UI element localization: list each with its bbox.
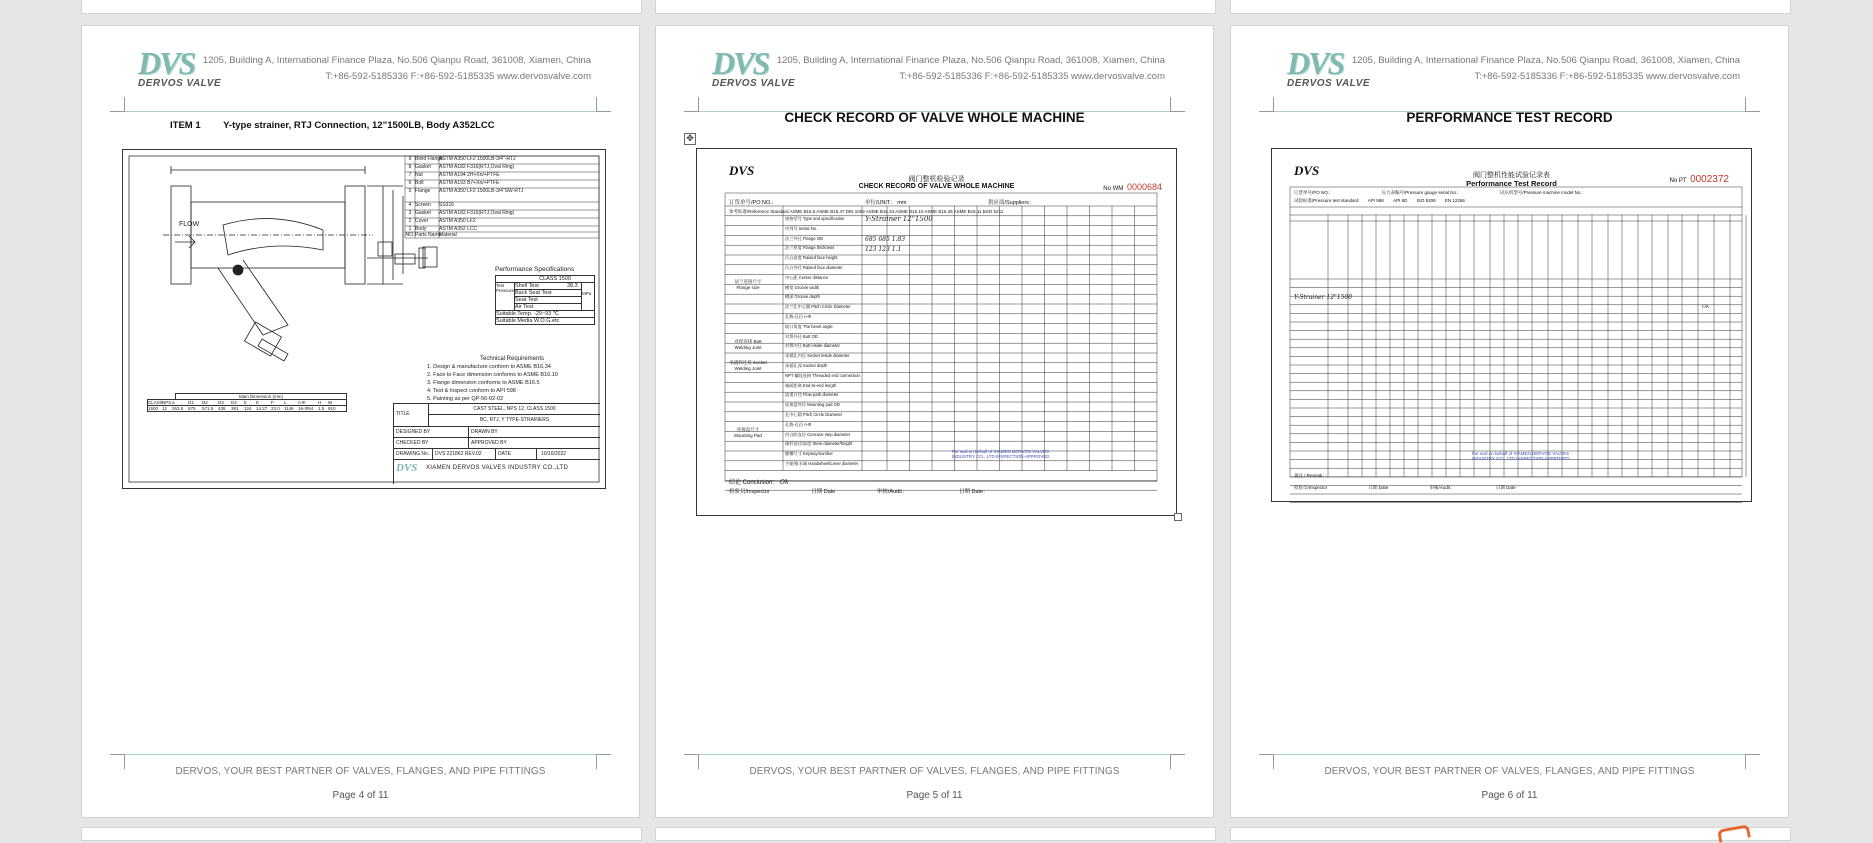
check-record-scan [696, 148, 1177, 516]
drawing-no-label: DRAWING No. [394, 449, 433, 459]
check-row: 凸台外径 Raised face diameter [785, 264, 843, 270]
company-address [777, 53, 1165, 85]
page-title: CHECK RECORD OF VALVE WHOLE MACHINE [784, 110, 1085, 125]
address-line: 1205, Building A, International Finance Plaza, No.506 Qianpu Road, 361008, Xiamen, China [1351, 55, 1740, 66]
parts-row: 5 Flange ASTM A350 LF2 1500LB-3/4"SW-RTJ [408, 188, 524, 194]
parts-header-row: NO.Parts NameMaterial [405, 232, 457, 238]
form-no-value: 0002372 [1690, 174, 1729, 185]
page-title: PERFORMANCE TEST RECORD [1406, 110, 1613, 125]
check-row-labels [785, 216, 885, 471]
drawing-no: DVS 221862 REV.02 [433, 449, 496, 459]
signature-line: 检验员/Inspector 日期 Date 审核/Audit： 日期 Date： [729, 489, 989, 495]
parts-row: 3 Gasket ASTM A182 F316(RTJ,Oval Ring) [408, 210, 515, 216]
parts-row: 2 Cover ASTM A350 LF2 [408, 218, 476, 224]
conclusion-line: 结论 Conclusion： Ok [729, 479, 789, 486]
company-address [203, 53, 591, 85]
page-number: Page 6 of 11 [1481, 790, 1538, 801]
check-row: 孔数-孔径 n-Φ [785, 421, 812, 427]
previous-page-bottom-3 [1230, 0, 1791, 14]
parts-row: 9 Blind FlangeASTM A350 LF2 1500LB-3/4"-RTJ [408, 156, 516, 162]
check-row: 规格型号 Type and specification [785, 216, 845, 221]
check-row: 凹台阶直径 Concave step diameter [785, 431, 851, 437]
title-block [393, 403, 600, 484]
contact-line: T:+86-592-5185336 F:+86-592-5185335 www.dervosvalve.com [1474, 71, 1740, 82]
dimension-header-row: CLASS NPS a D1 D2 D3 D4 b E F L n-Φ H W [147, 399, 347, 406]
reference-standards: 参考标准/Reference Standard ASME B16.5 ASME B16.47 DIN 1092 ASME B16.34 ASME B16.10 ASME B16.25 ASME B16.11 BSO 5211 [729, 209, 1004, 214]
spec-title: Performance Specifications [495, 266, 575, 273]
check-row: 孔中心圆 Pitch Circle Diameter [785, 411, 843, 417]
item-heading [170, 120, 515, 131]
group-label: 对焊连接 Butt Welding Joint [734, 339, 762, 350]
tech-req-item: 4. Test & Inspect conform to API 598 [427, 388, 516, 394]
parts-row: 6 Bolt ASTM A193 B7+Xn/+PTFE [408, 180, 500, 186]
shell-test-label: Shell Test [515, 283, 539, 289]
handwritten-values: 123 123 1.1 [865, 246, 902, 253]
parts-list [405, 156, 599, 238]
test-pressure-label: Test Pressure [496, 283, 515, 310]
remark-label: 备注 / Remark： [1294, 473, 1328, 478]
scan-logo: DVS [1294, 163, 1320, 178]
logo-mark: DVS [712, 45, 769, 81]
suitable-media-value: W.O.G.etc [534, 318, 560, 324]
back-seat-test: Back Seat Test [515, 290, 581, 297]
performance-record-scan [1271, 148, 1752, 502]
title-line-2: BC, RTJ, Y TYPE-STRAINERS [479, 417, 550, 423]
check-row: 对焊内径 Butt inside diameter [785, 343, 840, 349]
form-en-title: CHECK RECORD OF VALVE WHOLE MACHINE [858, 183, 1015, 190]
page-number: Page 4 of 11 [332, 790, 389, 801]
footer-slogan: DERVOS, YOUR BEST PARTNER OF VALVES, FLANGES, AND PIPE FITTINGS [749, 766, 1120, 777]
handwritten-type: Y-Strainer 12"1500 [865, 215, 933, 223]
contact-line: T:+86-592-5185336 F:+86-592-5185335 www.dervosvalve.com [899, 71, 1165, 82]
dimension-title: Main Dimension (mm) [175, 393, 347, 399]
footer-slogan: DERVOS, YOUR BEST PARTNER OF VALVES, FLANGES, AND PIPE FITTINGS [175, 766, 546, 777]
check-row: 槽深 Groove depth [785, 294, 820, 300]
footer-slogan: DERVOS, YOUR BEST PARTNER OF VALVES, FLANGES, AND PIPE FITTINGS [1324, 766, 1695, 777]
tech-req-item: 2. Face to Face dimension conforms to ASME B16.10 [427, 372, 558, 378]
check-row: 键槽尺寸 Keyway/number [785, 451, 833, 457]
form-cn-title: 阀门整机检验记录 [908, 176, 965, 183]
parts-row: 7 Nut ASTM A194 2H+Xn/+PTFE [408, 172, 500, 178]
tech-req-item: 5. Painting as per QP-56-02-02 [427, 396, 504, 402]
logo-mark: DVS [1287, 45, 1344, 81]
document-page-4 [81, 25, 640, 818]
check-row: 承插孔深 Socket depth [785, 362, 828, 368]
next-page-top-2 [655, 827, 1216, 841]
dimension-table [147, 393, 347, 412]
check-record-grid [697, 149, 1178, 517]
check-row: 中心距 Center distance [785, 274, 829, 280]
logo-subtitle: DERVOS VALVE [138, 78, 222, 89]
dimension-value-row: 1500 12 263.5 675 571.5 438 381 124 14.27 23.0 1146 16-Φ54 1.5 910 [147, 406, 347, 412]
group-label: 承插焊连接 Socket Welding Joint [729, 360, 767, 371]
table-resize-handle[interactable] [1174, 513, 1182, 521]
check-row: 法兰孔中心圆 Pitch Circle Diameter [785, 304, 851, 310]
po-field: 订货单号/PO NO.: 压力表编号/Pressure gauge serial No.: 试压机型号/Pressure machine model No.: [1294, 190, 1583, 195]
logo-subtitle: DERVOS VALVE [712, 78, 796, 89]
check-row: 法兰厚度 Flange thickness [785, 245, 835, 251]
check-row: 序列号 Serial No. [785, 225, 818, 231]
tech-req-item: 1. Design & manufacture conform to ASME B16.34 [427, 364, 551, 370]
suitable-media-label: Suitable Media [496, 318, 533, 324]
check-row: 坡口角度 The bevel angle [785, 323, 833, 329]
document-page-5 [655, 25, 1214, 818]
form-en-title: Performance Test Record [1466, 179, 1557, 188]
handwritten-values: 685 685 1.83 [865, 236, 906, 243]
form-no-value: 0000684 [1126, 182, 1162, 192]
technical-requirements [427, 355, 597, 403]
signature-line: 检验员/Inspector 日期 Date 审核/Audit： 日期 Date [1294, 485, 1516, 490]
tech-req-item: 3. Flange dimension conforms to ASME B16.5 [427, 380, 540, 386]
approved-by-label: APPROVED BY [471, 440, 507, 446]
form-no: No WM 0000684 [1103, 182, 1162, 192]
drawn-by-label: DRAWN BY [471, 429, 498, 435]
contact-line: T:+86-592-5185336 F:+86-592-5185335 www.dervosvalve.com [325, 71, 591, 82]
check-row: 连接盘外径 Mounting pad OD [785, 402, 840, 408]
performance-specs [495, 266, 595, 325]
spec-class: CLASS 1500 [496, 276, 594, 283]
address-line: 1205, Building A, International Finance Plaza, No.506 Qianpu Road, 361008, Xiamen, China [776, 55, 1165, 66]
check-row: 流道口径 Flow path diameter [785, 392, 839, 398]
logo-subtitle: DERVOS VALVE [1287, 78, 1371, 89]
inspection-stamp: For and on behalf of XIAMEN DERVOS VALVES INDUSTRY CO., LTD INSPECTION APPROVED [952, 449, 1050, 459]
title-line-1: CAST STEEL, NPS 12, CLASS 1500 [429, 404, 600, 415]
document-page-6 [1230, 25, 1789, 818]
performance-record-grid [1272, 149, 1753, 503]
check-row: 槽宽 Groove width [785, 284, 820, 290]
parts-row: 8 Gasket ASTM A182 F316(RTJ,Oval Ring) [408, 164, 515, 170]
next-page-top-3 [1230, 827, 1791, 841]
table-move-handle-icon[interactable]: ✥ [684, 133, 696, 145]
pressure-unit: MPa [581, 283, 594, 310]
air-test: Air Test [515, 304, 534, 310]
check-row: 阀杆直径/高度 Stem diameter/height [785, 441, 853, 447]
next-page-top-1 [81, 827, 642, 841]
check-row: 孔数-孔径 n-Φ [785, 313, 812, 319]
parts-row: 4 Screen SS316 [408, 202, 455, 208]
check-row: 手轮/排水阀 Handwheel/Lever diameter [785, 460, 859, 466]
header-divider [110, 97, 611, 112]
logo-mark: DVS [138, 45, 195, 81]
suitable-temp-value: -29~93 ℃ [534, 311, 559, 317]
conclusion-value: Ok [780, 479, 789, 486]
scan-logo: DVS [729, 163, 755, 178]
drawing-date: 10/10/2022 [541, 451, 567, 457]
checked-by-label: CHECKED BY [394, 438, 469, 448]
flow-label: FLOW [179, 221, 200, 228]
company-address [1352, 53, 1740, 85]
test-standards: 试验标准/Pressure test standard API 598 API 6D ISO 5208 EN 12266 [1294, 198, 1465, 203]
check-row: 承插孔内径 Socket inside diameter [785, 353, 850, 359]
title-block-logo: DVS [396, 462, 418, 474]
item-number: ITEM 1 [170, 120, 201, 131]
suitable-temp-label: Suitable Temp. [496, 311, 533, 317]
check-row: 凸台高度 Raised face height [785, 255, 838, 261]
tech-req-title: Technical Requirements [479, 356, 545, 362]
check-row: 对焊外径 Butt OD [785, 333, 818, 339]
date-label: DATE [496, 449, 537, 459]
check-row: 法兰外径 Flange OD [785, 235, 824, 241]
item-description: Y-type strainer, RTJ Connection, 12”1500LB, Body A352LCC [223, 120, 495, 131]
form-no: No PT 0002372 [1669, 174, 1729, 185]
check-row: NPT 螺纹连接 Threaded end connection [785, 372, 860, 378]
handwritten-type: Y-Strainer 12"1500 [1294, 294, 1353, 301]
previous-page-bottom-2 [655, 0, 1216, 14]
seat-test: Seat Test [515, 297, 581, 304]
title-block-company: XIAMEN DERVOS VALVES INDUSTRY CO.,LTD [426, 465, 569, 471]
parts-row: 1 Body ASTM A352 LCC [408, 226, 478, 232]
designed-by-label: DESIGNED BY [394, 427, 469, 437]
check-row: 端面距离 End-to-end length [785, 382, 837, 388]
previous-page-bottom-1 [81, 0, 642, 14]
inspection-stamp: For and on behalf of XIAMEN DERVOS VALVES INDUSTRY CO., LTD INSPECTION APPROVED [1472, 451, 1570, 461]
group-label: 连接盘尺寸 Mounting Pad [734, 427, 762, 438]
address-line: 1205, Building A, International Finance Plaza, No.506 Qianpu Road, 361008, Xiamen, China [202, 55, 591, 66]
page-number: Page 5 of 11 [906, 790, 963, 801]
technical-drawing [122, 149, 606, 489]
po-field: 订货单号/PO NO.: 单位/UNIT： mm 供应商/Suppliers： [729, 200, 1035, 206]
title-label: TITLE [394, 404, 429, 426]
form-cn-title: 阀门整机性能试验记录表 [1473, 172, 1550, 179]
group-label: 法兰连接尺寸 Flange size [734, 279, 762, 290]
shell-test-value: 38.3 [567, 283, 578, 289]
handwritten-result: Ok [1702, 304, 1710, 310]
